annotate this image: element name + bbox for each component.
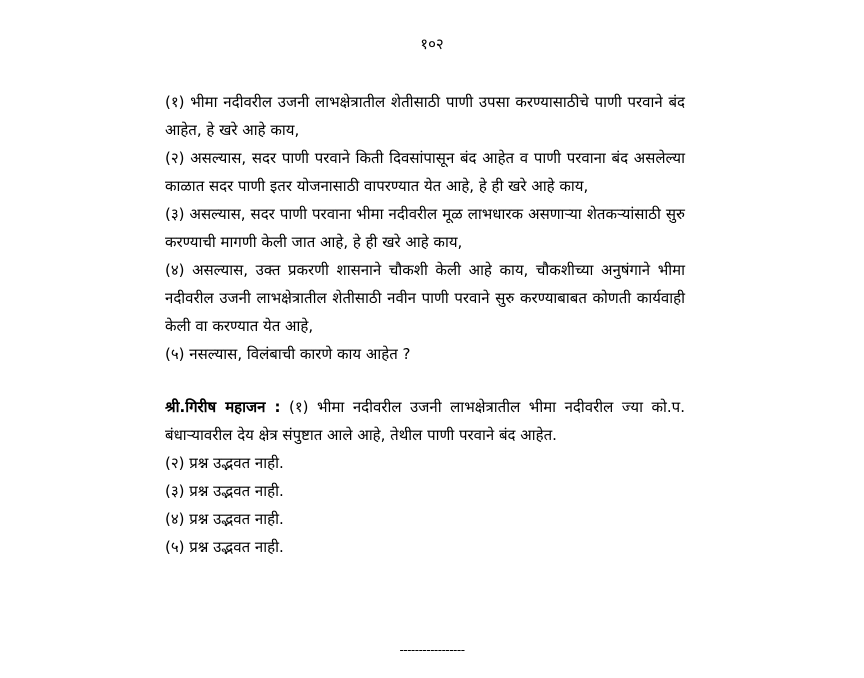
page-number: १०२ xyxy=(420,35,444,53)
document-body xyxy=(165,88,685,561)
question-3: (३) असल्यास, सदर पाणी परवाना भीमा नदीवरील मूळ लाभधारक असणाऱ्या शेतकऱ्यांसाठी सुरु करण्याची मागणी केली जात आहे, हे ही खरे आहे काय, xyxy=(165,205,685,251)
answer-1-text: (१) भीमा नदीवरील उजनी लाभक्षेत्रातील भीमा नदीवरील ज्या को.प. बंधाऱ्यावरील देय क्षेत्र संपुष्टात आले आहे, तेथील पाणी परवाने बंद आहेत. xyxy=(165,398,685,444)
answer-1 xyxy=(165,393,685,449)
speaker-name: श्री.गिरीष महाजन : xyxy=(165,398,281,416)
answer-5: (५) प्रश्न उद्भवत नाही. xyxy=(165,538,284,556)
end-divider: ----------------- xyxy=(399,643,465,657)
answer-block xyxy=(165,393,685,561)
answer-4: (४) प्रश्न उद्भवत नाही. xyxy=(165,510,284,528)
question-2: (२) असल्यास, सदर पाणी परवाने किती दिवसांपासून बंद आहेत व पाणी परवाना बंद असलेल्या काळात सदर पाणी इतर योजनासाठी वापरण्यात येत आहे, हे ही खरे आहे काय, xyxy=(165,149,685,195)
question-4: (४) असल्यास, उक्त प्रकरणी शासनाने चौकशी केली आहे काय, चौकशीच्या अनुषंगाने भीमा नदीवरील उजनी लाभक्षेत्रातील शेतीसाठी नवीन पाणी परवाने सुरु करण्याबाबत कोणती कार्यवाही केली वा करण्यात येत आहे, xyxy=(165,261,685,335)
answer-2: (२) प्रश्न उद्भवत नाही. xyxy=(165,454,284,472)
question-1: (१) भीमा नदीवरील उजनी लाभक्षेत्रातील शेतीसाठी पाणी उपसा करण्यासाठीचे पाणी परवाने बंद आहेत, हे खरे आहे काय, xyxy=(165,93,685,139)
question-5: (५) नसल्यास, विलंबाची कारणे काय आहेत ? xyxy=(165,345,411,363)
answer-3: (३) प्रश्न उद्भवत नाही. xyxy=(165,482,284,500)
question-list xyxy=(165,88,685,368)
